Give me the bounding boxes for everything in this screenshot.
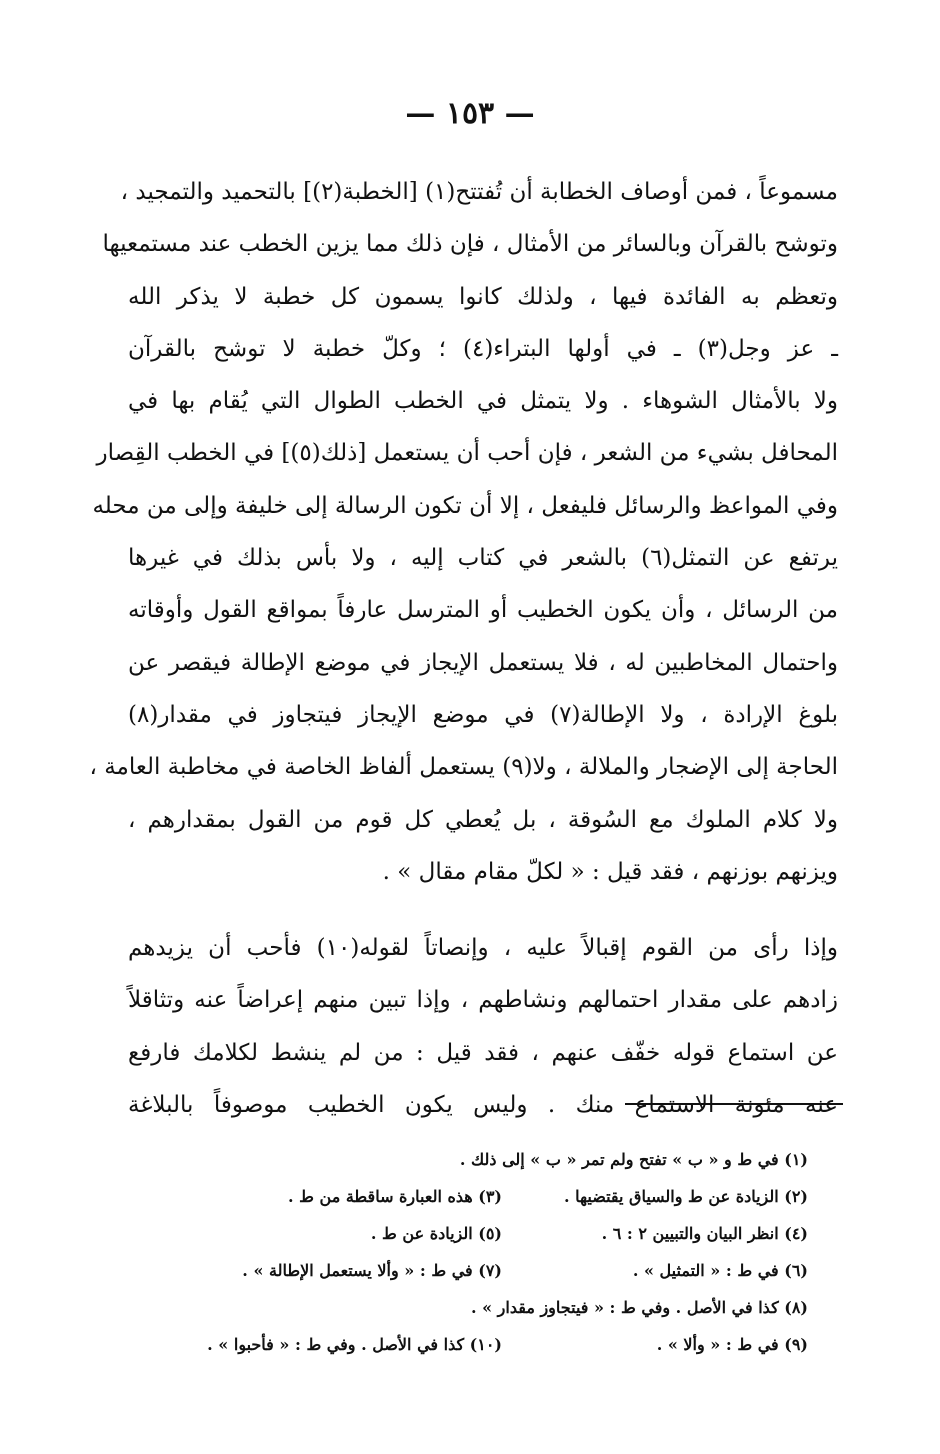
- footnote: (٨) كذا في الأصل . وفي ط : « فيتجاوز مقدار » .: [470, 1298, 808, 1317]
- footnote: (٥) الزيادة عن ط .: [370, 1224, 502, 1243]
- text-line: وإذا رأى من القوم إقبالاً عليه ، وإنصاتاً لقوله(١٠) فأحب أن يزيدهم: [128, 935, 839, 962]
- text-line: من الرسائل ، وأن يكون الخطيب أو المترسل عارفاً بمواقع القول وأوقاته: [128, 597, 838, 624]
- text-line: عن استماع قوله خفّف عنهم ، فقد قيل : من لم ينشط لكلامك فارفع: [128, 1039, 838, 1066]
- page-number: — ١٥٣ —: [405, 96, 535, 131]
- footnote: (١٠) كذا في الأصل . وفي ط : « فأحبوا » .: [207, 1335, 502, 1354]
- footnote-row: [196, 1289, 808, 1326]
- paragraph-2: [128, 922, 838, 1131]
- text-line: الحاجة إلى الإضجار والملالة ، ولا(٩) يستعمل ألفاظ الخاصة في مخاطبة العامة ،: [89, 754, 838, 781]
- footnote: (٤) انظر البيان والتبيين ٢ : ٦ .: [601, 1224, 808, 1243]
- text-line: ويزنهم بوزنهم ، فقد قيل : « لكلّ مقام مقال » .: [382, 858, 838, 885]
- paragraph-gap: [128, 898, 838, 922]
- text-line: وتوشح بالقرآن وبالسائر من الأمثال ، فإن ذلك مما يزين الخطب عند مستمعيها: [102, 231, 838, 258]
- text-line: وتعظم به الفائدة فيها ، ولذلك كانوا يسمون كل خطبة لا يذكر الله: [128, 283, 838, 310]
- paragraph-1: [89, 166, 838, 898]
- footnote: (٣) هذه العبارة ساقطة من ط .: [288, 1187, 502, 1206]
- text-line: وفي المواعظ والرسائل فليفعل ، إلا أن تكون الرسالة إلى خليفة وإلى من محله: [92, 492, 838, 519]
- text-line: بلوغ الإرادة ، ولا الإطالة(٧) في موضع الإيجاز فيتجاوز في مقدار(٨): [128, 701, 838, 728]
- footnotes: [196, 1141, 808, 1363]
- footnote: (٢) الزيادة عن ط والسياق يقتضيها .: [563, 1187, 808, 1206]
- footnote-separator: [625, 1103, 843, 1105]
- footnote-row: [196, 1252, 808, 1289]
- body-text: [89, 166, 839, 1131]
- footnote-row: [196, 1215, 808, 1252]
- text-line: يرتفع عن التمثل(٦) بالشعر في كتاب إليه ، ولا بأس بذلك في غيرها: [128, 545, 838, 572]
- text-line: مسموعاً ، فمن أوصاف الخطابة أن تُفتتح(١) [الخطبة(٢)] بالتحميد والتمجيد ،: [120, 179, 838, 205]
- footnote: (٧) في ط : « وألا يستعمل الإطالة » .: [242, 1261, 502, 1280]
- text-line: زادهم على مقدار احتمالهم ونشاطهم ، وإذا تبين منهم إعراضاً عنه وتثاقلاً: [128, 987, 838, 1014]
- text-line: ولا كلام الملوك مع السُوقة ، بل يُعطي كل قوم من القول بمقدارهم ،: [128, 806, 838, 833]
- text-line: ولا بالأمثال الشوهاء . ولا يتمثل في الخطب الطوال التي يُقام بها في: [128, 388, 838, 415]
- footnote-row: [196, 1178, 808, 1215]
- footnote: (١) في ط و « ب » تفتح ولم تمر « ب » إلى ذلك .: [459, 1150, 808, 1169]
- footnote: (٩) في ط : « وألا » .: [656, 1335, 808, 1354]
- footnote: (٦) في ط : « التمثيل » .: [632, 1261, 808, 1280]
- text-line: ـ عز وجل(٣) ـ في أولها البتراء(٤) ؛ وكلّ خطبة لا توشح بالقرآن: [128, 335, 838, 362]
- footnote-row: [196, 1326, 808, 1363]
- footnote-row: [196, 1141, 808, 1178]
- text-line: واحتمال المخاطبين له ، فلا يستعمل الإيجاز في موضع الإطالة فيقصر عن: [128, 649, 838, 676]
- text-line: المحافل بشيء من الشعر ، فإن أحب أن يستعمل [ذلك(٥)] في الخطب القِصار: [96, 440, 838, 467]
- text-line: عنه مئونة الاستماع منك . وليس يكون الخطيب موصوفاً بالبلاغة: [128, 1092, 838, 1119]
